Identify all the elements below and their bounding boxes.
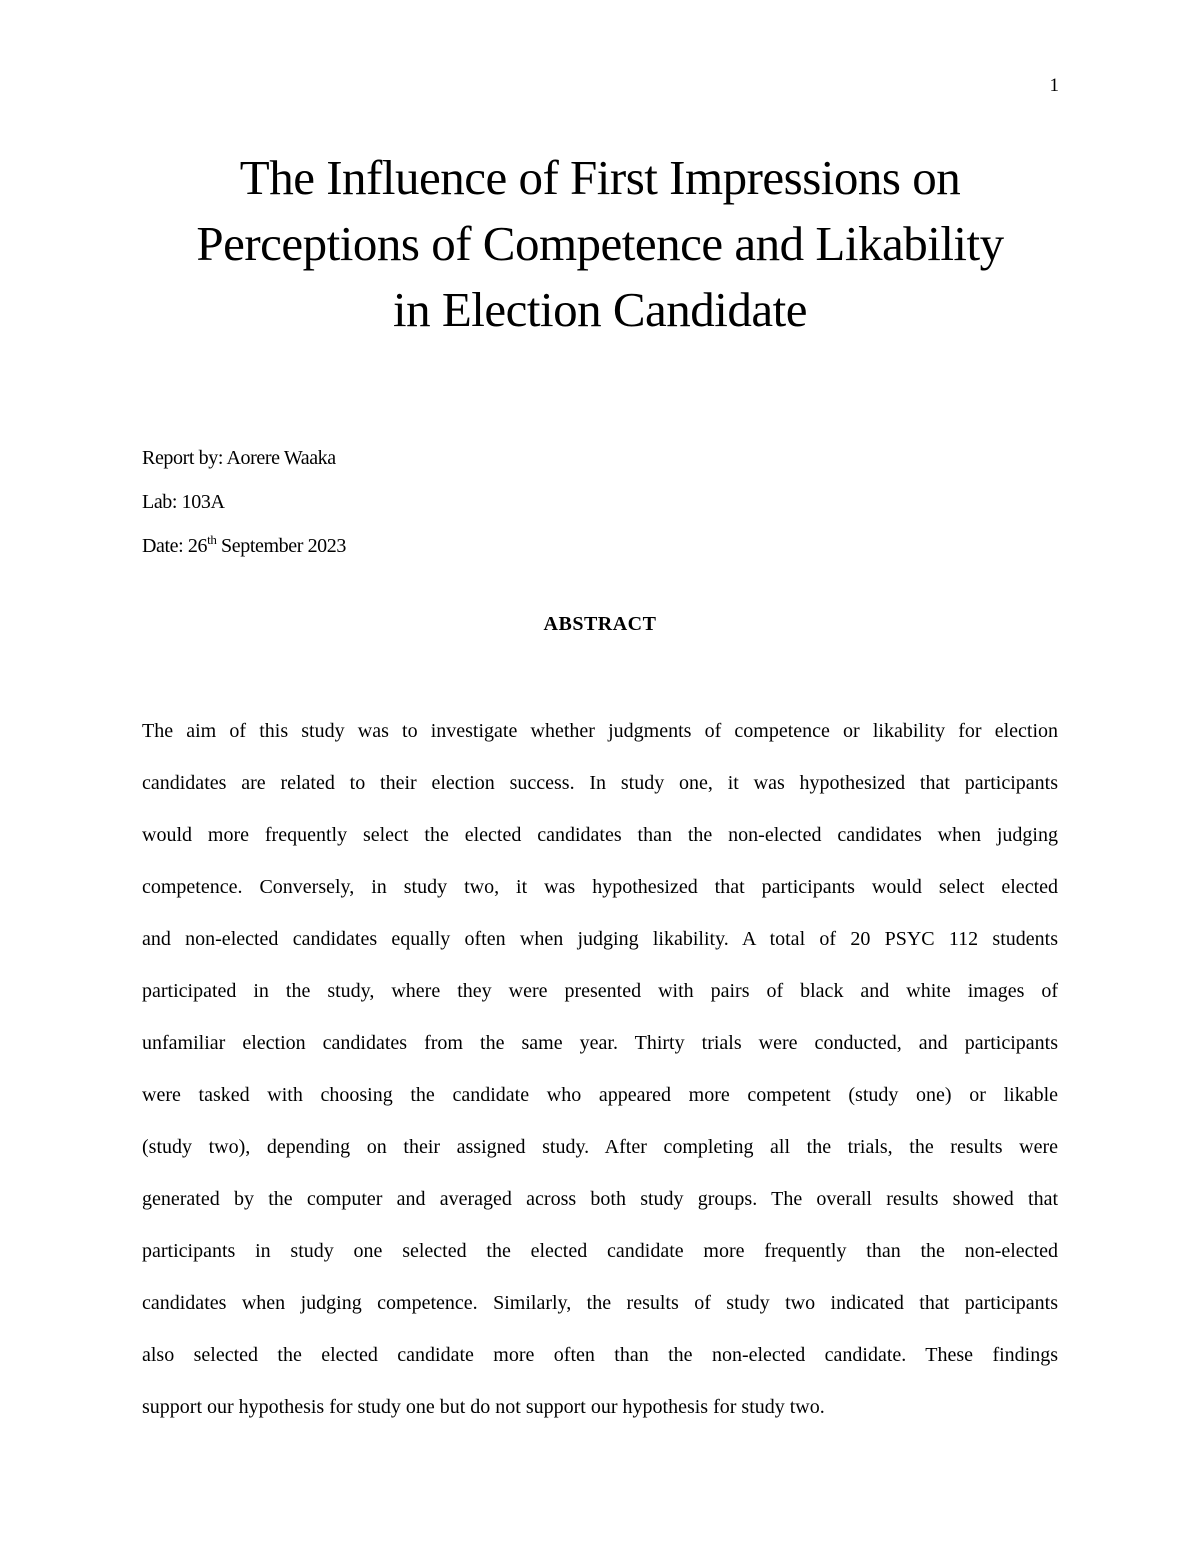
abstract-line: and non-elected candidates equally often when judging likability. A total of 20 PSYC 112 students: [142, 928, 1058, 950]
abstract-line: generated by the computer and averaged across both study groups. The overall results showed that: [142, 1188, 1058, 1210]
abstract-line: would more frequently select the elected candidates than the non-elected candidates when judging: [142, 824, 1058, 846]
report-title: [100, 145, 1100, 343]
page-number: 1: [1049, 75, 1059, 96]
report-author: Report by: Aorere Waaka: [142, 447, 336, 469]
title-line: The Influence of First Impressions on: [239, 150, 961, 205]
abstract-line: participants in study one selected the elected candidate more frequently than the non-elected: [142, 1240, 1058, 1262]
abstract-line: unfamiliar election candidates from the same year. Thirty trials were conducted, and participants: [142, 1032, 1058, 1054]
date-suffix: September 2023: [216, 535, 346, 557]
abstract-line: also selected the elected candidate more often than the non-elected candidate. These findings: [142, 1344, 1058, 1366]
abstract-line: candidates are related to their election success. In study one, it was hypothesized that participants: [142, 772, 1058, 794]
title-line: in Election Candidate: [392, 282, 808, 337]
abstract-line: participated in the study, where they were presented with pairs of black and white images of: [142, 980, 1058, 1002]
abstract-heading: ABSTRACT: [543, 613, 657, 635]
abstract-line: were tasked with choosing the candidate who appeared more competent (study one) or likable: [142, 1084, 1058, 1106]
report-meta: [142, 436, 346, 568]
report-date: [142, 524, 346, 568]
report-lab: Lab: 103A: [142, 491, 225, 513]
abstract-line: competence. Conversely, in study two, it was hypothesized that participants would select elected: [142, 876, 1058, 898]
abstract-line: (study two), depending on their assigned study. After completing all the trials, the results were: [142, 1136, 1058, 1158]
abstract-body: [142, 705, 1058, 1433]
abstract-line: support our hypothesis for study one but do not support our hypothesis for study two.: [142, 1396, 825, 1418]
date-prefix: Date: 26: [142, 535, 208, 557]
abstract-line: candidates when judging competence. Similarly, the results of study two indicated that participants: [142, 1292, 1058, 1314]
title-line: Perceptions of Competence and Likability: [196, 216, 1004, 271]
abstract-line: The aim of this study was to investigate whether judgments of competence or likability for election: [142, 720, 1058, 742]
date-ordinal: th: [207, 532, 217, 547]
